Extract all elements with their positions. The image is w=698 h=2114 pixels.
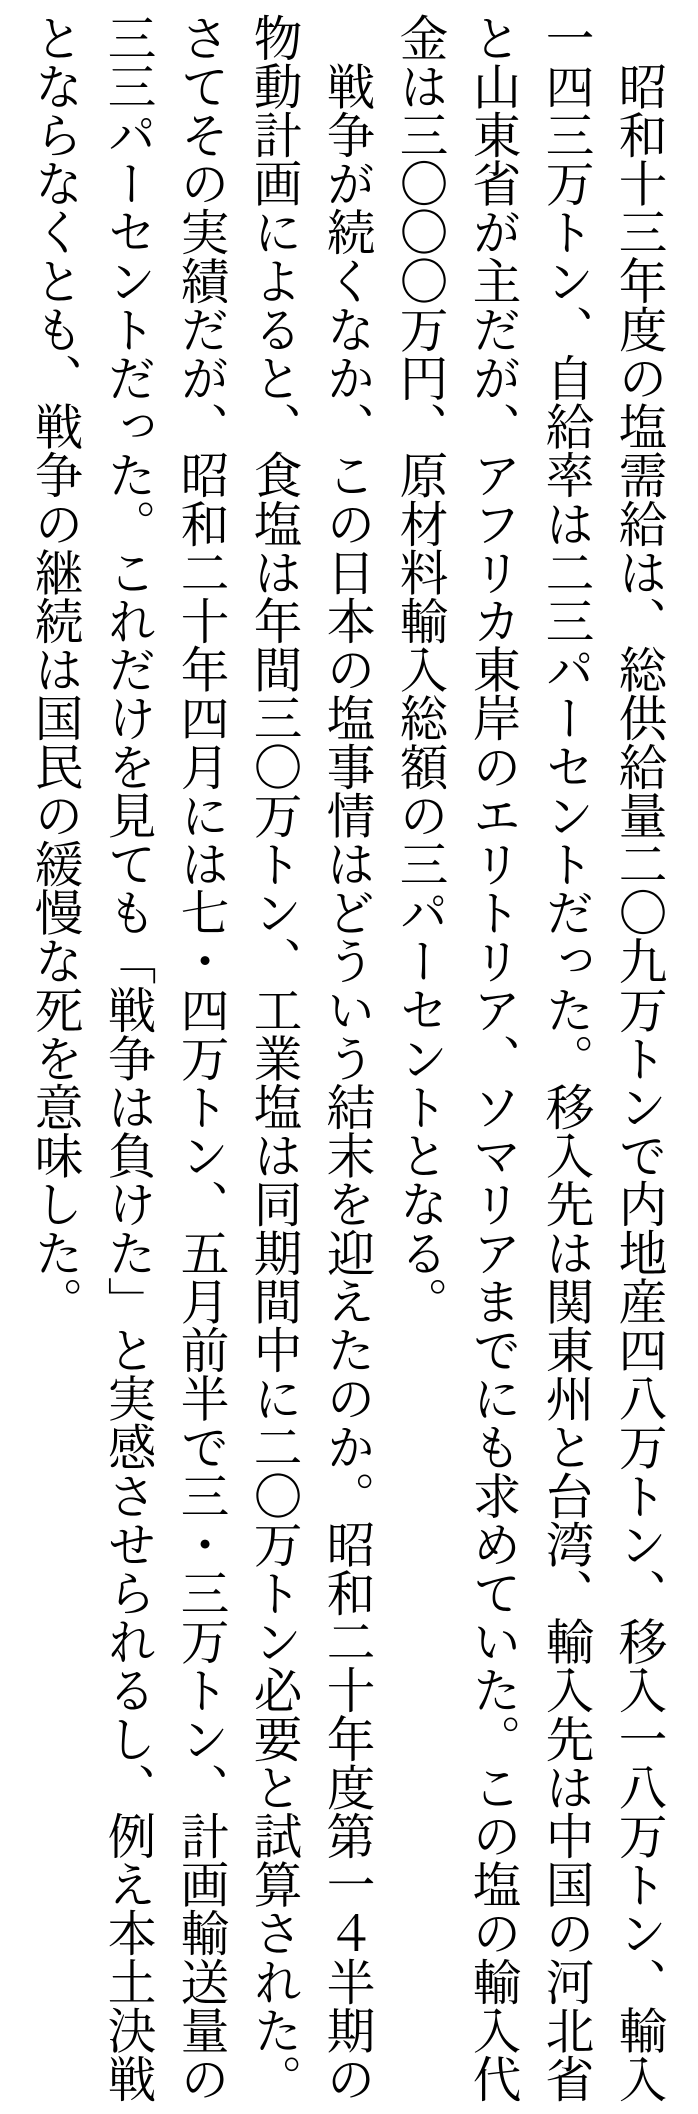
document-text-block [17, 13, 674, 2113]
text-column-5: 戦争が続くなか、この日本の塩事情はどういう結末を迎えたのか。昭和二十年度第一４半期の [319, 13, 373, 2103]
text-column-8: 三三パーセントだった。これだけを見ても「戦争は負けた」と実感させられるし、例え本土決戦 [100, 13, 154, 2103]
text-column-1: 昭和十三年度の塩需給は、総供給量二〇九万トンで内地産四八万トン、移入一八万トン、輸入 [611, 13, 665, 2103]
text-column-6: 物動計画によると、食塩は年間三〇万トン、工業塩は同期間中に二〇万トン必要と試算された。 [246, 13, 300, 2103]
text-column-7: さてその実績だが、昭和二十年四月には七・四万トン、五月前半で三・三万トン、計画輸送量の [173, 13, 227, 2103]
text-column-3: と山東省が主だが、アフリカ東岸のエリトリア、ソマリアまでにも求めていた。この塩の輸入代 [465, 13, 519, 2103]
text-column-2: 一四三万トン、自給率は二三パーセントだった。移入先は関東州と台湾、輸入先は中国の河北省 [538, 13, 592, 2103]
text-column-4: 金は三〇〇〇万円、原材料輸入総額の三パーセントとなる。 [392, 13, 446, 1326]
text-column-9: とならなくとも、戦争の継続は国民の緩慢な死を意味した。 [27, 13, 81, 1326]
